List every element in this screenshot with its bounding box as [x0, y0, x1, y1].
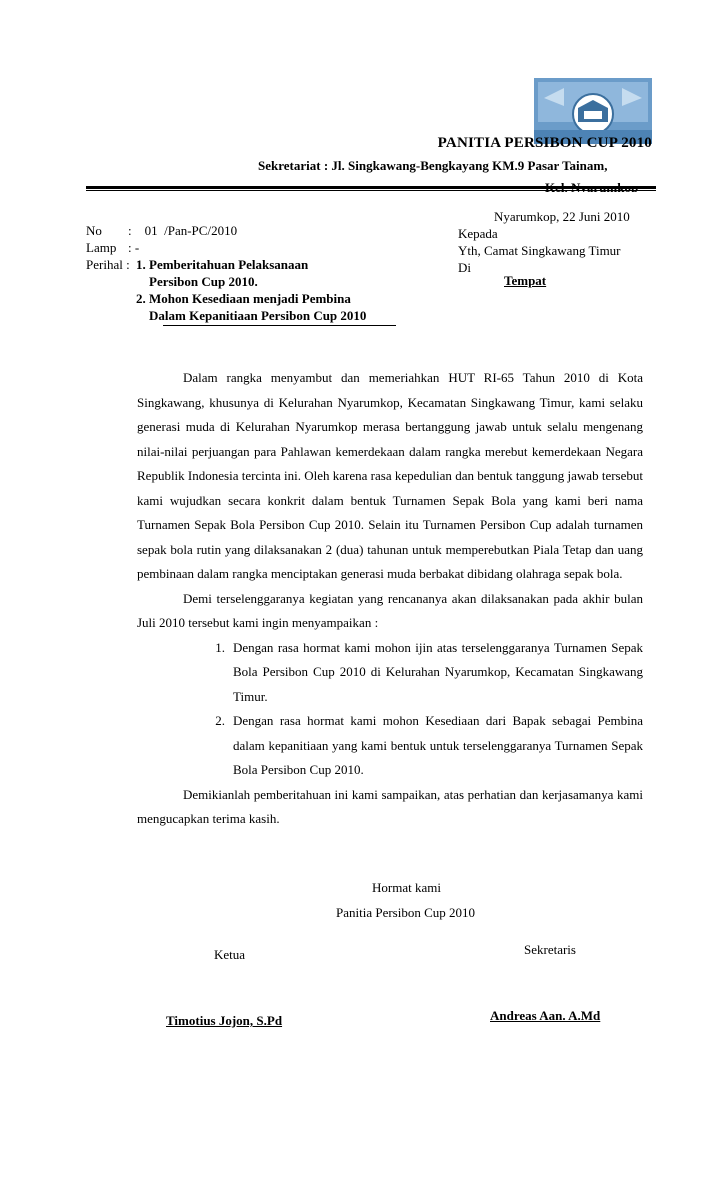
no-label: No [86, 223, 102, 238]
kepada: Kepada [458, 226, 498, 241]
ketua-label: Ketua [214, 947, 246, 962]
no-value: : 01 /Pan-PC/2010 [128, 223, 238, 238]
perihal-1b: Persibon Cup 2010. [149, 274, 258, 289]
lamp-value: : - [128, 240, 140, 255]
perihal-2b: Dalam Kepanitiaan Persibon Cup 2010 [149, 308, 367, 323]
perihal-underline [163, 325, 396, 326]
paragraph-1: Dalam rangka menyambut dan memeriahkan HUT RI-65 Tahun 2010 di Kota Singkawang, khusunya di Kelurahan Nyarumkop, Kecamatan Singkawang Timur, kami selaku generasi muda di Kelurahan Nyarumkop merasa bertanggung jawab untuk selalu mengenang nilai-nilai perjuangan para Pahlawan kemerdekaan dalam rangka merebut kemerdekaan Negara Republik Indonesia tercinta ini. Oleh karena rasa kepedulian dan bentuk tanggung jawab tersebut kami wujudkan secara konkrit dalam bentuk Turnamen Sepak Bola yang kami beri nama Turnamen Sepak Bola Persibon Cup 2010. Selain itu Turnamen Persibon Cup adalah turnamen sepak bola rutin yang dilaksanakan 2 (dua) tahunan untuk memperebutkan Piala Tetap dan uang pembinaan dalam rangka menciptakan generasi muda berbakat dibidang olahraga sepak bola. [137, 370, 643, 581]
yth: Yth, Camat Singkawang Timur [458, 243, 621, 258]
letterhead-address: Sekretariat : Jl. Singkawang-Bengkayang KM.9 Pasar Tainam, [258, 158, 608, 173]
panitia-name: Panitia Persibon Cup 2010 [336, 905, 476, 920]
request-list [137, 636, 643, 783]
sekretaris-name: Andreas Aan. A.Md [490, 1008, 601, 1023]
sekretaris-label: Sekretaris [524, 942, 576, 957]
list-item: 1. Dengan rasa hormat kami mohon ijin atas terselenggaranya Turnamen Sepak Bola Persibon Cup 2010 di Kelurahan Nyarumkop, Kecamatan Singkawang Timur. [215, 639, 643, 704]
paragraph-3: Demikianlah pemberitahuan ini kami sampaikan, atas perhatian dan kerjasamanya kami mengucapkan terima kasih. [137, 786, 643, 826]
tempat: Tempat [504, 273, 547, 288]
letterhead-title: PANITIA PERSIBON CUP 2010 [437, 135, 652, 151]
ketua-name: Timotius Jojon, S.Pd [166, 1013, 283, 1028]
letter-body [137, 366, 643, 832]
paragraph-2: Demi terselenggaranya kegiatan yang rencananya akan dilaksanakan pada akhir bulan Juli 2010 tersebut kami ingin menyampaikan : [137, 590, 643, 630]
perihal-1a: 1. Pemberitahuan Pelaksanaan [136, 257, 309, 272]
letter-meta [86, 222, 366, 324]
perihal-2a: 2. Mohon Kesediaan menjadi Pembina [136, 291, 351, 306]
place-date: Nyarumkop, 22 Juni 2010 [494, 209, 630, 224]
perihal-label: Perihal : [86, 257, 130, 272]
di: Di [458, 260, 471, 275]
lamp-label: Lamp [86, 240, 117, 255]
letterhead-rule [86, 186, 656, 189]
hormat-kami: Hormat kami [372, 880, 441, 895]
recipient-block [458, 208, 630, 289]
list-item: 2. Dengan rasa hormat kami mohon Kesediaan dari Bapak sebagai Pembina dalam kepanitiaan yang kami bentuk untuk terselenggaranya Turnamen Sepak Bola Persibon Cup 2010. [215, 713, 643, 777]
letterhead-rule-thin [86, 190, 656, 191]
